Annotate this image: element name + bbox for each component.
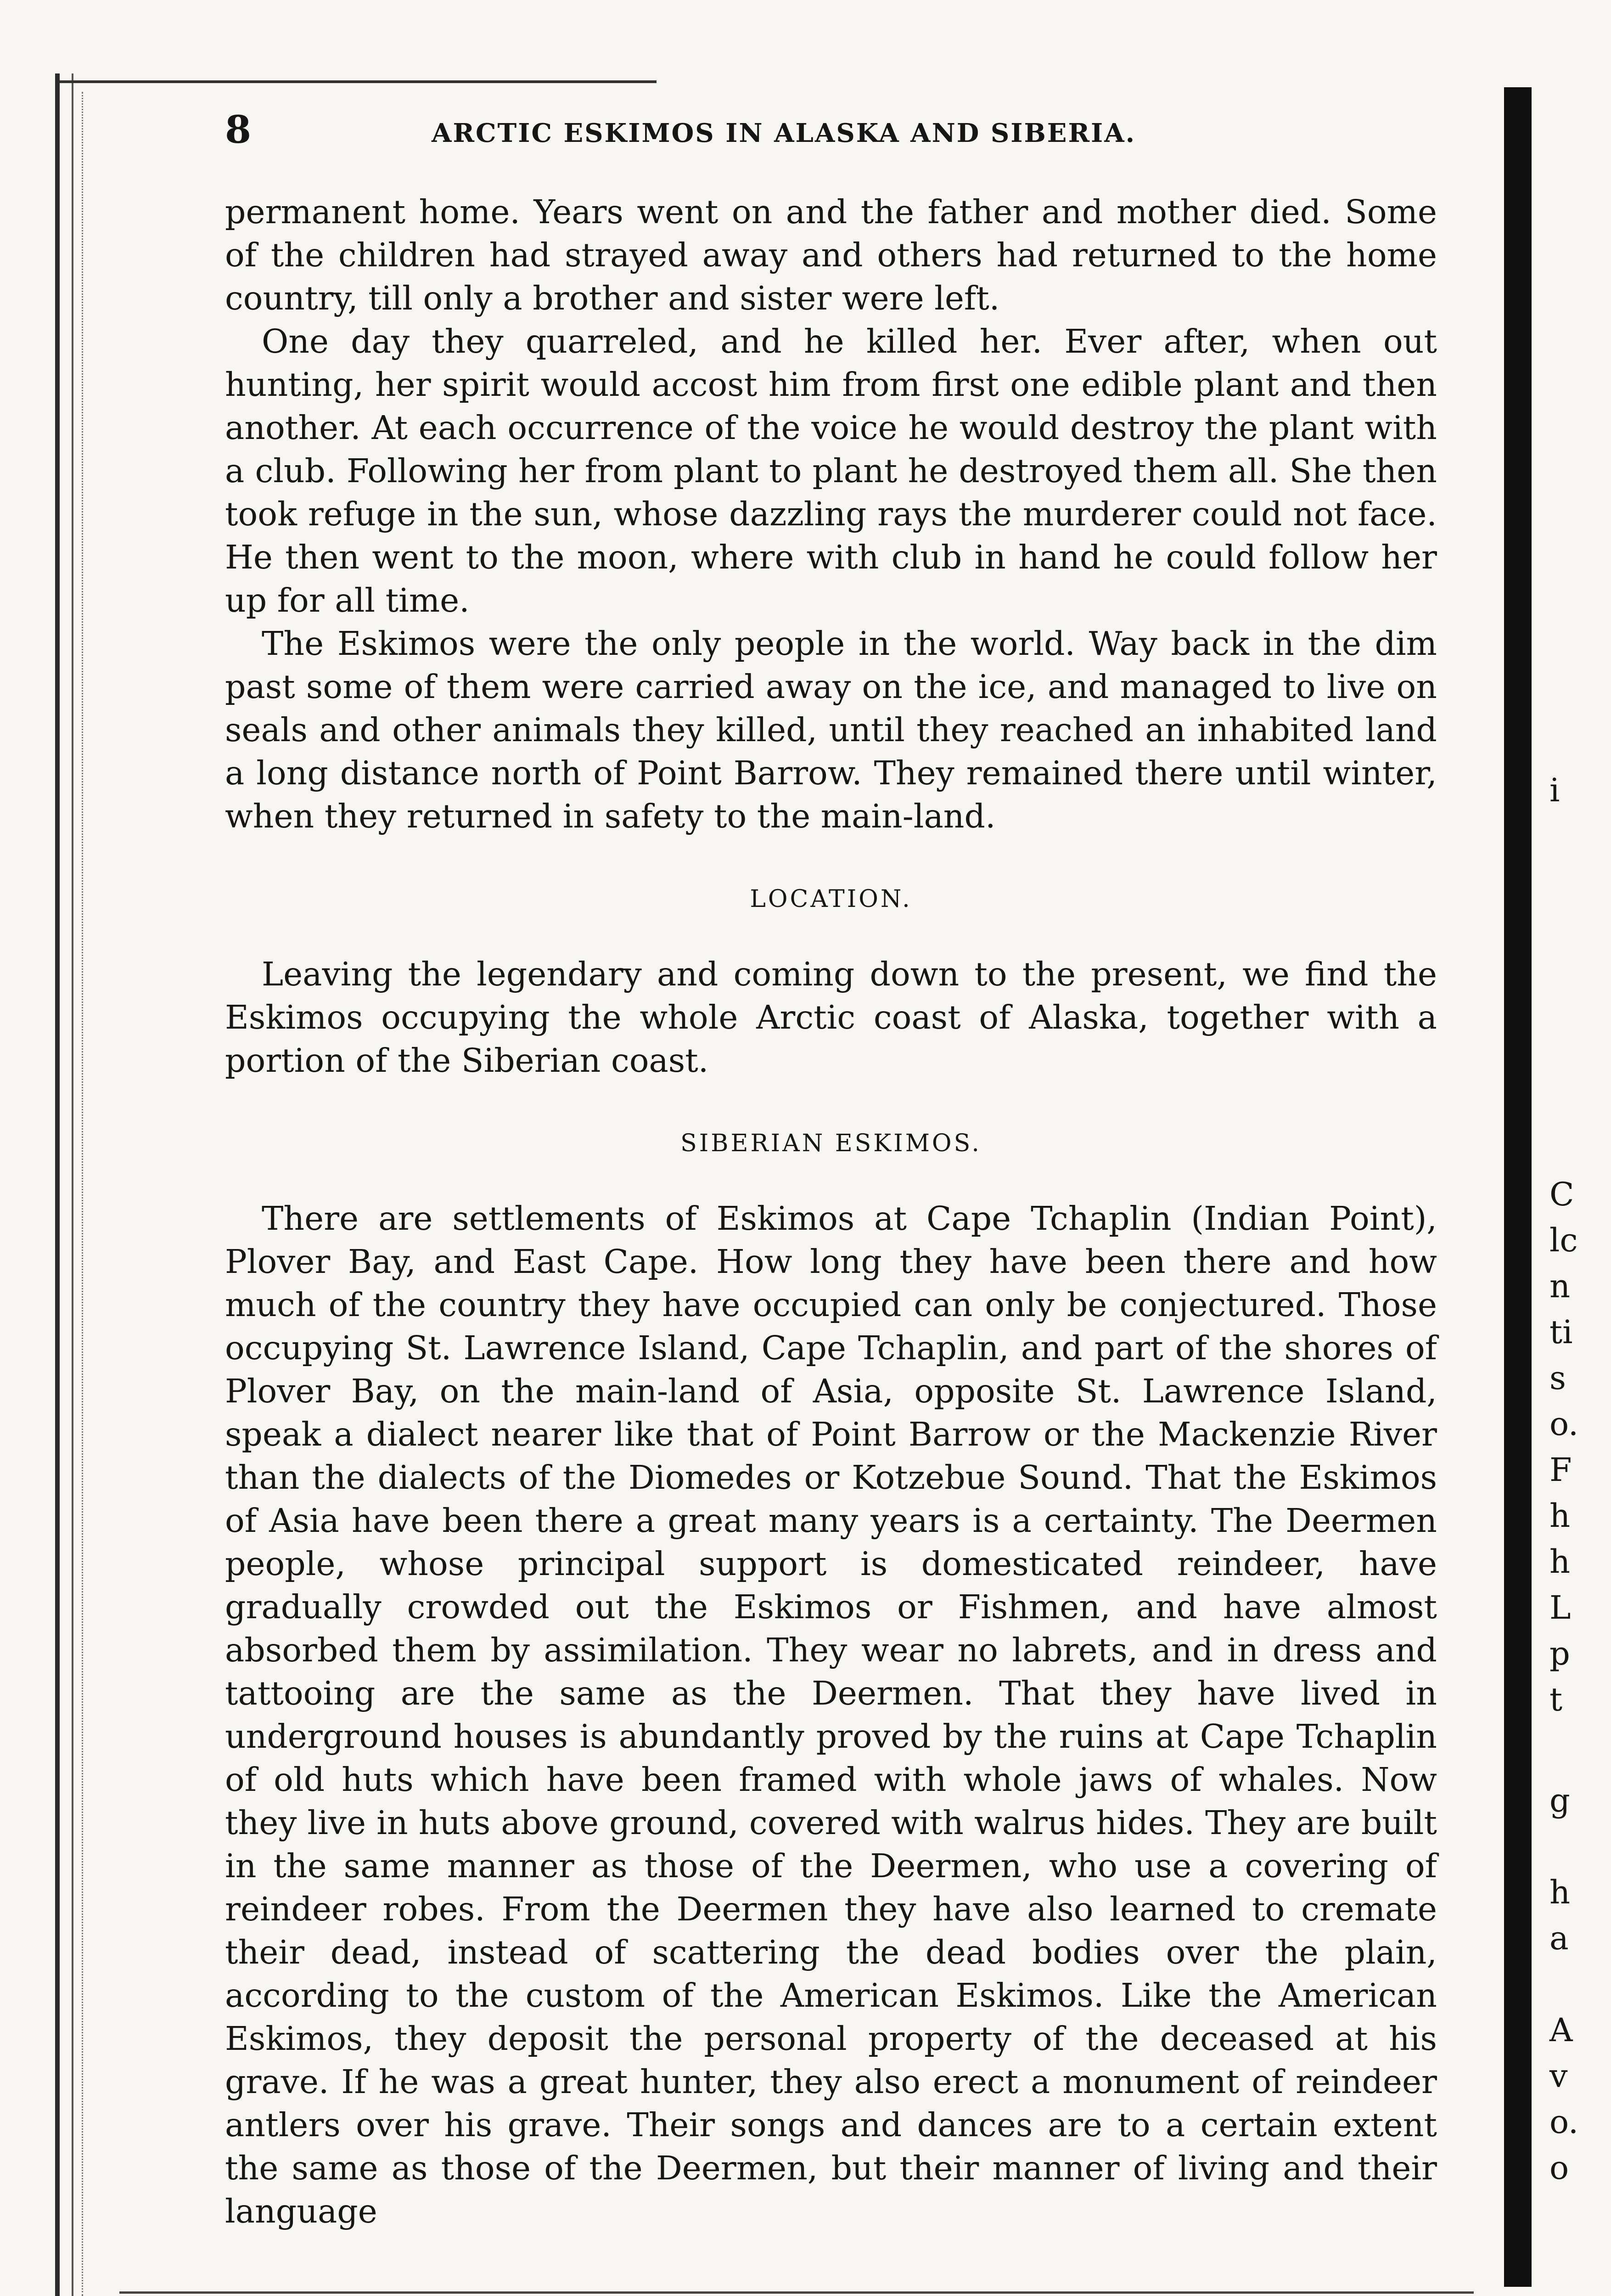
adjacent-letter: o <box>1549 2149 1569 2187</box>
paragraph-1: permanent home. Years went on and the father and mother died. Some of the children had strayed away and others had returned to the home country, till only a brother and sister were left. <box>225 193 1437 317</box>
adjacent-letter: t <box>1549 1681 1563 1718</box>
adjacent-letter: F <box>1549 1451 1572 1489</box>
adjacent-letter: o. <box>1549 2103 1579 2141</box>
adjacent-letter: g <box>1549 1782 1570 1819</box>
page-number: 8 <box>225 108 252 152</box>
adjacent-letter: L <box>1549 1589 1571 1626</box>
adjacent-page-fragment <box>1549 0 1609 2296</box>
adjacent-letter: i <box>1549 771 1560 809</box>
top-edge-line <box>60 80 657 83</box>
adjacent-letter: ti <box>1549 1313 1573 1351</box>
adjacent-letter: a <box>1549 1919 1569 1957</box>
adjacent-letter: v <box>1549 2057 1568 2095</box>
running-title: ARCTIC ESKIMOS IN ALASKA AND SIBERIA. <box>432 118 1136 148</box>
adjacent-letter: h <box>1549 1874 1571 1911</box>
adjacent-letter: p <box>1549 1635 1570 1672</box>
heading-siberian-eskimos: SIBERIAN ESKIMOS. <box>680 1130 982 1157</box>
adjacent-letter: s <box>1549 1359 1566 1397</box>
paragraph-5: There are settlements of Eskimos at Cape Tchaplin (Indian Point), Plover Bay, and East Cape. How long they have been there and how much of the country they have occupied can only be conjectured. Those occupying St. Lawrence Island, Cape Tchaplin, and part of the shores of Plover Bay, on the main-land of Asia, opposite St. Lawrence Island, speak a dialect nearer like that of Point Barrow or the Mackenzie River than the dialects of the Diomedes or Kotzebue Sound. That the Eskimos of Asia have been there a great many years is a certainty. The Deermen people, whose principal support is domesticated reindeer, have gradually crowded out the Eskimos or Fishmen, and have almost absorbed them by assimilation. They wear no labrets, and in dress and tattooing are the same as the Deermen. That they have lived in underground houses is abundantly proved by the ruins at Cape Tchaplin of old huts which have been framed with whole jaws of whales. Now they live in huts above ground, covered with walrus hides. They are built in the same manner as those of the Deermen, who use a covering of reindeer robes. From the Deermen they have also learned to cremate their dead, instead of scattering the dead bodies over the plain, according to the custom of the American Eskimos. Like the American Eskimos, they deposit the personal property of the deceased at his grave. If he was a great hunter, they also erect a monument of reindeer antlers over his grave. Their songs and dances are to a certain extent the same as those of the Deermen, but their manner of living and their language <box>225 1199 1437 2230</box>
adjacent-letter: h <box>1549 1543 1571 1581</box>
bottom-edge-line <box>119 2291 1474 2294</box>
page-binding-edge <box>55 73 197 2296</box>
book-spine-shadow <box>1504 87 1532 2287</box>
paragraph-2: One day they quarreled, and he killed her. Ever after, when out hunting, her spirit would accost him from first one edible plant and then another. At each occurrence of the voice he would destroy the plant with a club. Following her from plant to plant he destroyed them all. She then took refuge in the sun, whose dazzling rays the murderer could not face. He then went to the moon, where with club in hand he could follow her up for all time. <box>225 322 1437 619</box>
adjacent-letter: lc <box>1549 1221 1578 1259</box>
paragraph-3: The Eskimos were the only people in the world. Way back in the dim past some of them were carried away on the ice, and managed to live on seals and other animals they killed, until they reached an inhabited land a long distance north of Point Barrow. They remained there until winter, when they returned in safety to the main-land. <box>225 625 1437 835</box>
body-text <box>225 191 1437 2233</box>
adjacent-letter: h <box>1549 1497 1571 1535</box>
page-header <box>225 108 1437 172</box>
adjacent-letter: o. <box>1549 1405 1579 1443</box>
adjacent-letter: n <box>1549 1267 1571 1305</box>
adjacent-letter: C <box>1549 1176 1574 1213</box>
heading-location: LOCATION. <box>750 885 912 913</box>
paragraph-4: Leaving the legendary and coming down to the present, we find the Eskimos occupying the whole Arctic coast of Alaska, together with a portion of the Siberian coast. <box>225 955 1437 1080</box>
adjacent-letter: A <box>1549 2011 1573 2049</box>
